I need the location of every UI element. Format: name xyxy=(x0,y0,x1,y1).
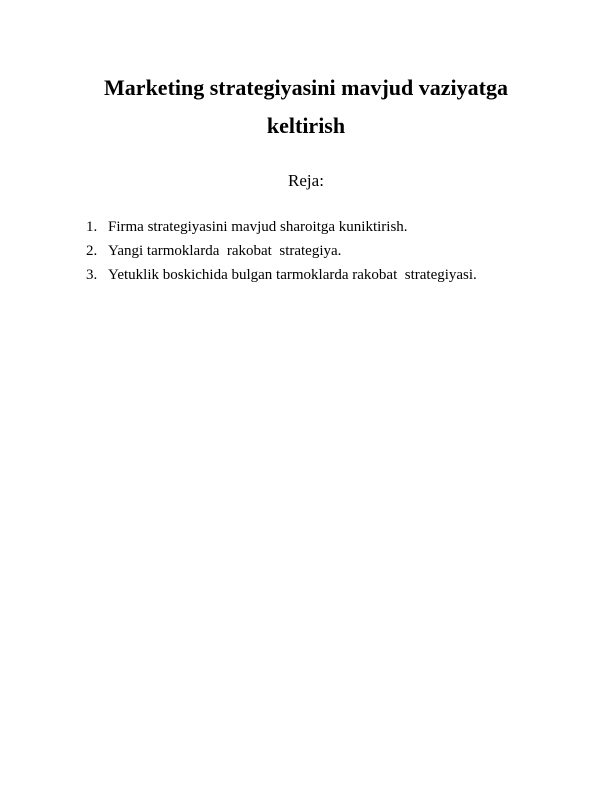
plan-item-number: 1. xyxy=(86,219,98,235)
plan-list xyxy=(86,217,477,289)
plan-item xyxy=(86,241,477,265)
plan-item-number: 2. xyxy=(86,243,98,259)
plan-item xyxy=(86,265,477,289)
plan-item-text: Yangi tarmoklarda rakobat strategiya. xyxy=(108,243,342,259)
plan-heading: Reja: xyxy=(288,171,324,190)
plan-item-number: 3. xyxy=(86,267,98,283)
document-title-line-1: Marketing strategiyasini mavjud vaziyatga xyxy=(104,75,508,100)
plan-item-text: Yetuklik boskichida bulgan tarmoklarda rakobat strategiyasi. xyxy=(108,267,477,283)
plan-item xyxy=(86,217,477,241)
document-title-line-2: keltirish xyxy=(266,113,346,138)
plan-item-text: Firma strategiyasini mavjud sharoitga kuniktirish. xyxy=(108,219,408,235)
